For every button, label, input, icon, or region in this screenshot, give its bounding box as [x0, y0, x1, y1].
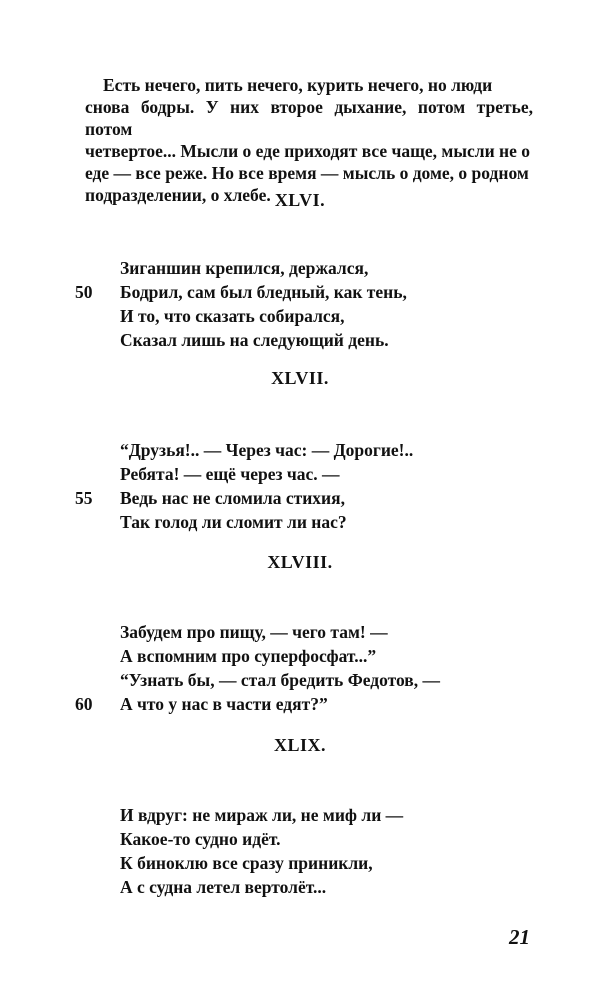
verse-text: К биноклю все сразу приникли,: [120, 853, 373, 873]
verse-line: [120, 304, 540, 328]
verse-line: [120, 256, 540, 280]
line-number: 55: [75, 488, 93, 508]
verse-text: Какое-то судно идёт.: [120, 829, 281, 849]
verse-text: А вспомним про суперфосфат...”: [120, 646, 377, 666]
line-number: 50: [75, 282, 93, 302]
chapter-heading-xlix: XLIX.: [273, 735, 326, 755]
line-number: 60: [75, 694, 93, 714]
chapter-heading-xlvi: XLVI.: [274, 190, 326, 210]
prose-line: четвертое... Мысли о еде приходят все чаще, мысли не о: [85, 141, 531, 161]
verse-line: [120, 328, 540, 352]
verse-line: [75, 280, 540, 304]
verse-text: Ведь нас не сломила стихия,: [120, 488, 345, 508]
stanza-xlviii: [75, 620, 540, 716]
verse-text: И то, что сказать собирался,: [120, 306, 345, 326]
verse-text: Зиганшин крепился, держался,: [120, 258, 369, 278]
verse-line: [120, 827, 540, 851]
verse-line: [120, 510, 540, 534]
verse-text: Ребята! — ещё через час. —: [120, 464, 340, 484]
verse-text: А с судна летел вертолёт...: [120, 877, 327, 897]
verse-text: “Узнать бы, — стал бредить Федотов, —: [120, 670, 441, 690]
verse-text: А что у нас в части едят?”: [120, 694, 328, 714]
prose-line: снова бодры. У них второе дыхание, потом третье, потом: [85, 97, 533, 139]
prose-line: еде — все реже. Но все время — мысль о доме, о родном: [85, 163, 529, 183]
stanza-xlvii: [75, 438, 540, 534]
verse-line: [120, 438, 540, 462]
verse-text: Так голод ли сломит ли нас?: [120, 512, 347, 532]
verse-line: [120, 462, 540, 486]
stanza-xlvi: [75, 256, 540, 352]
verse-line: [75, 692, 540, 716]
verse-line: [120, 803, 540, 827]
verse-line: [120, 644, 540, 668]
verse-text: Сказал лишь на следующий день.: [120, 330, 389, 350]
page-number: 21: [509, 925, 530, 949]
intro-prose: [85, 74, 533, 206]
verse-text: “Друзья!.. — Через час: — Дорогие!..: [120, 440, 414, 460]
verse-line: [120, 668, 540, 692]
verse-text: И вдруг: не мираж ли, не миф ли —: [120, 805, 404, 825]
verse-line: [120, 620, 540, 644]
verse-line: [120, 875, 540, 899]
stanza-xlix: [120, 803, 540, 899]
verse-line: [75, 486, 540, 510]
chapter-heading-xlviii: XLVIII.: [267, 552, 333, 572]
chapter-heading-xlvii: XLVII.: [271, 368, 329, 388]
verse-text: Бодрил, сам был бледный, как тень,: [120, 282, 407, 302]
verse-line: [120, 851, 540, 875]
prose-line: Есть нечего, пить нечего, курить нечего, но люди: [103, 75, 493, 95]
prose-line: подразделении, о хлебе.: [85, 185, 271, 205]
verse-text: Забудем про пищу, — чего там! —: [120, 622, 388, 642]
